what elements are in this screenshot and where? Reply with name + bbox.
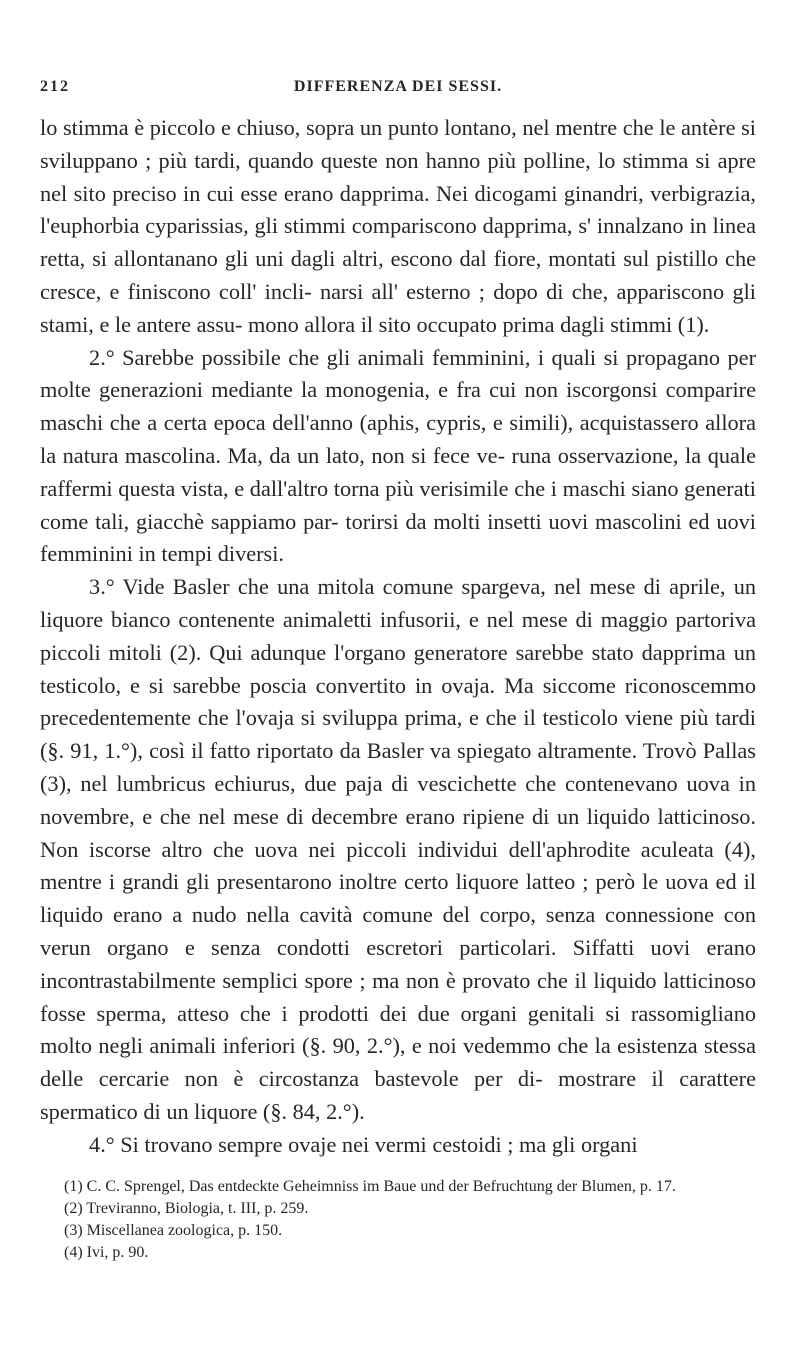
body-text [40,112,756,1162]
footnotes [40,1176,756,1264]
page-number: 212 [40,78,70,95]
paragraph-4: 4.° Si trovano sempre ovaje nei vermi cestoidi ; ma gli organi [89,1131,638,1157]
footnote-1: (1) C. C. Sprengel, Das entdeckte Geheimniss im Baue und der Befruchtung der Blumen, p. 17. [64,1177,676,1195]
paragraph-continuation: lo stimma è piccolo e chiuso, sopra un punto lontano, nel mentre che le antère si sviluppano ; più tardi, quando queste non hanno più polline, lo stimma si apre nel sito preciso in cui esse erano dapprima. Nei dicogami ginandri, verbigrazia, l'euphorbia cyparissias, gli stimmi compariscono dapprima, s' innalzano in linea retta, si allontanano gli uni dagli altri, escono dal fiore, montati sul pistillo che cresce, e finiscono coll' incli- narsi all' esterno ; dopo di che, appariscono gli stami, e le antere assu- mono allora il sito occupato prima dagli stimmi (1). [40,115,756,337]
footnote-2: (2) Treviranno, Biologia, t. III, p. 259. [64,1199,309,1217]
footnote-4: (4) Ivi, p. 90. [64,1243,149,1261]
paragraph-2: 2.° Sarebbe possibile che gli animali femminini, i quali si propagano per molte generazioni mediante la monogenia, e fra cui non iscorgonsi comparire maschi che a certa epoca dell'anno (aphis, cypris, e simili), acquistassero allora la natura mascolina. Ma, da un lato, non si fece ve- runa osservazione, la quale raffermi questa vista, e dall'altro torna più verisimile che i maschi siano generati come tali, giacchè sappiamo par- torirsi da molti insetti uovi mascolini ed uovi femminini in tempi diversi. [40,344,756,567]
footnote-3: (3) Miscellanea zoologica, p. 150. [64,1221,283,1239]
paragraph-3: 3.° Vide Basler che una mitola comune spargeva, nel mese di aprile, un liquore bianco contenente animaletti infusorii, e nel mese di maggio partoriva piccoli mitoli (2). Qui adunque l'organo generatore sarebbe stato dapprima un testicolo, e si sarebbe poscia convertito in ovaja. Ma siccome riconoscemmo precedentemente che l'ovaja si sviluppa prima, e che il testicolo viene più tardi (§. 91, 1.°), così il fatto riportato da Basler va spiegato altramente. Trovò Pallas (3), nel lumbricus echiurus, due paja di vescichette che contenevano uova in novembre, e che nel mese di decembre erano ripiene di un liquido latticinoso. Non iscorse altro che uova nei piccoli individui dell'aphrodite aculeata (4), mentre i grandi gli presentarono inoltre certo liquore latteo ; però le uova ed il liquido erano a nudo nella cavità comune del corpo, senza connessione con verun organo e senza condotti escretori particolari. Siffatti uovi erano incontrastabilmente semplici spore ; ma non è provato che il liquido latticinoso fosse sperma, atteso che i prodotti dei due organi genitali si rassomigliano molto negli animali inferiori (§. 90, 2.°), e noi vedemmo che la esistenza stessa delle cercarie non è circostanza bastevole per di- mostrare il carattere spermatico di un liquore (§. 84, 2.°). [40,574,756,1124]
running-title: DIFFERENZA DEI SESSI. [293,78,503,95]
running-head [40,78,756,108]
